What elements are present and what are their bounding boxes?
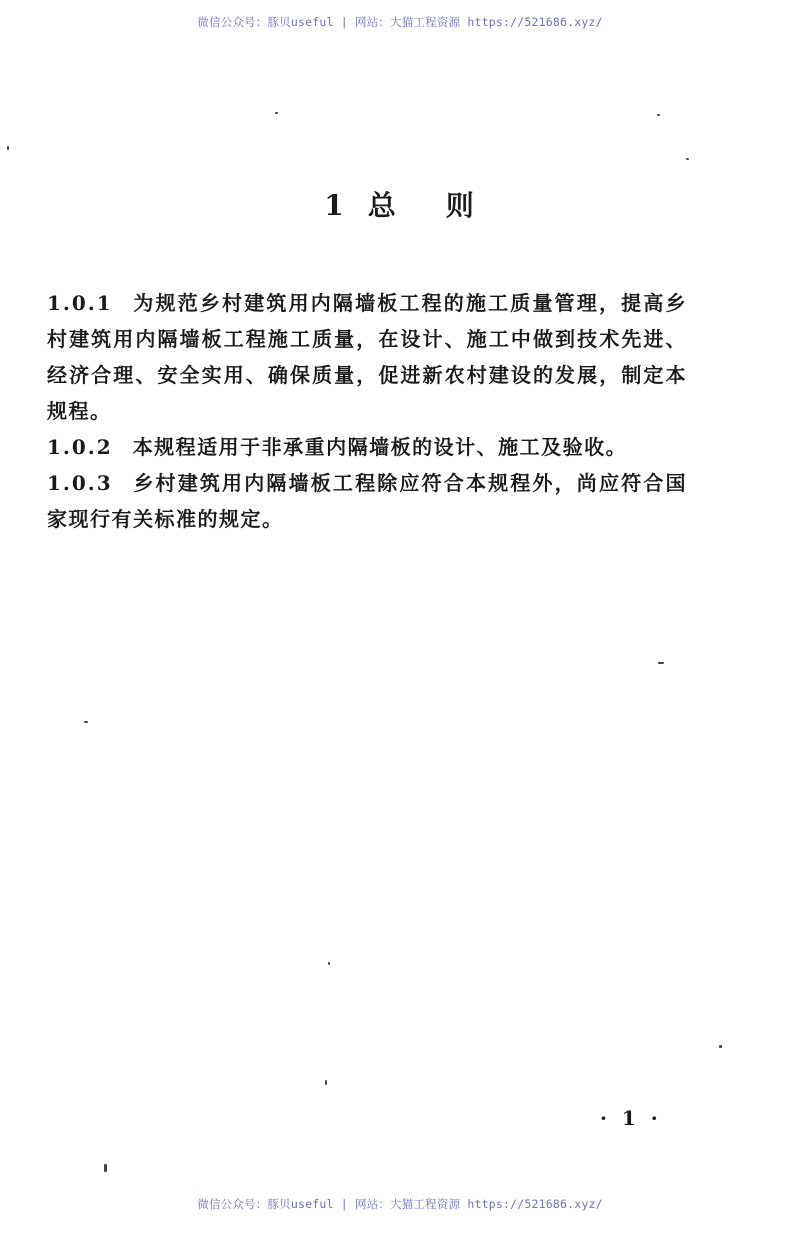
clause-1-0-1 — [47, 285, 687, 429]
chapter-title-word-1: 总 — [367, 189, 398, 222]
scan-speck — [657, 114, 660, 116]
document-body — [47, 285, 687, 537]
clause-number: 1.0.3 — [47, 471, 113, 495]
watermark-bottom: 微信公众号：豚贝useful | 网站：大猫工程资源 https://521686.xyz/ — [197, 1197, 603, 1211]
scan-speck — [275, 112, 278, 114]
clause-text: 乡村建筑用内隔墙板工程除应符合本规程外，尚应符合国家现行有关标准的规定。 — [47, 471, 687, 531]
scan-speck — [686, 158, 689, 160]
scan-speck — [325, 1080, 327, 1085]
scan-speck — [104, 1164, 107, 1172]
scan-speck — [328, 962, 330, 965]
chapter-title — [0, 184, 800, 224]
scan-speck — [84, 721, 88, 723]
chapter-number: 1 — [324, 189, 346, 222]
page-number: · 1 · — [600, 1106, 662, 1130]
clause-1-0-2 — [47, 429, 687, 465]
clause-1-0-3 — [47, 465, 687, 537]
scan-speck — [719, 1045, 722, 1048]
scan-speck — [658, 662, 664, 664]
watermark-top: 微信公众号：豚贝useful | 网站：大猫工程资源 https://521686.xyz/ — [197, 15, 603, 29]
scan-speck — [7, 146, 9, 150]
clause-number: 1.0.2 — [47, 435, 113, 459]
clause-text: 为规范乡村建筑用内隔墙板工程的施工质量管理，提高乡村建筑用内隔墙板工程施工质量，在设计、施工中做到技术先进、经济合理、安全实用、确保质量，促进新农村建设的发展，制定本规程。 — [47, 291, 687, 423]
chapter-title-word-2: 则 — [445, 189, 476, 222]
clause-text: 本规程适用于非承重内隔墙板的设计、施工及验收。 — [132, 435, 628, 459]
clause-number: 1.0.1 — [47, 291, 113, 315]
